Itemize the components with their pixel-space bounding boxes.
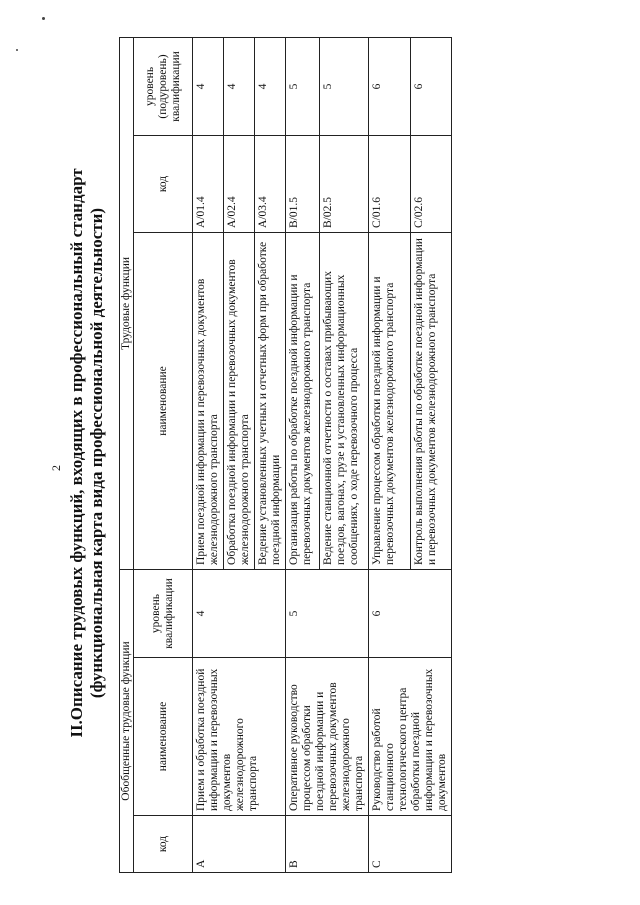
table-group-header-row: [120, 37, 134, 872]
tf-level: 4: [255, 37, 286, 135]
section-title: II.Описание трудовых функций, входящих в профессиональный стандарт: [67, 168, 86, 738]
tf-name: Прием поездной информации и перевозочных документов железнодорожного транспорта: [193, 232, 224, 569]
col-header-name: наименование: [134, 658, 193, 816]
tf-name: Ведение станционной отчетности о составах прибывающих поездов, вагонах, грузе и установленных информационных сообщениях, о ходе перевозочного процесса: [320, 232, 369, 569]
tf-name: Управление процессом обработки поездной информации и перевозочных документов железнодорожного транспорта: [369, 232, 411, 569]
tf-code: C/02.6: [410, 135, 452, 232]
col-header-tf-name: наименование: [134, 232, 193, 569]
tf-level: 6: [369, 37, 411, 135]
gf-code: C: [369, 816, 452, 873]
rotated-page: [47, 28, 592, 878]
col-header-tf-code: код: [134, 135, 193, 232]
group-header-generalized: Обобщенные трудовые функции: [120, 569, 134, 872]
group-header-labor: Трудовые функции: [120, 37, 134, 569]
table-row: [369, 37, 411, 872]
col-header-level: уровень квалификации: [134, 569, 193, 657]
tf-name: Обработка поездной информации и перевозочных документов железнодорожного транспорта: [224, 232, 255, 569]
tf-level: 6: [410, 37, 452, 135]
scan-speck: [42, 17, 45, 20]
table-row: [193, 37, 224, 872]
tf-code: C/01.6: [369, 135, 411, 232]
gf-level: 4: [193, 569, 286, 657]
functional-map-table: [119, 37, 452, 873]
section-subtitle: (функциональная карта вида профессиональной деятельности): [87, 207, 106, 699]
tf-code: A/03.4: [255, 135, 286, 232]
gf-level: 5: [286, 569, 369, 657]
tf-level: 4: [224, 37, 255, 135]
gf-level: 6: [369, 569, 452, 657]
scan-speck: [16, 49, 18, 51]
tf-level: 5: [286, 37, 320, 135]
tf-level: 5: [320, 37, 369, 135]
tf-name: Ведение установленных учетных и отчетных форм при обработке поездной информации: [255, 232, 286, 569]
table-column-header-row: [134, 37, 193, 872]
tf-name: Контроль выполнения работы по обработке поездной информации и перевозочных документов железнодорожного транспорта: [410, 232, 452, 569]
tf-code: A/02.4: [224, 135, 255, 232]
tf-code: B/01.5: [286, 135, 320, 232]
gf-name: Прием и обработка поездной информации и перевозочных документов железнодорожного транспорта: [193, 658, 286, 816]
tf-name: Организация работы по обработке поездной информации и перевозочных документов железнодорожного транспорта: [286, 232, 320, 569]
col-header-code: код: [134, 816, 193, 873]
tf-level: 4: [193, 37, 224, 135]
table-row: [286, 37, 320, 872]
page-number: 2: [49, 465, 63, 471]
col-header-tf-level: уровень (подуровень) квалификации: [134, 37, 193, 135]
gf-name: Оперативное руководство процессом обработки поездной информации и перевозочных документов железнодорожного транспорта: [286, 658, 369, 816]
gf-code: A: [193, 816, 286, 873]
tf-code: A/01.4: [193, 135, 224, 232]
gf-name: Руководство работой станционного технологического центра обработки поездной информации и перевозочных документов: [369, 658, 452, 816]
tf-code: B/02.5: [320, 135, 369, 232]
gf-code: B: [286, 816, 369, 873]
